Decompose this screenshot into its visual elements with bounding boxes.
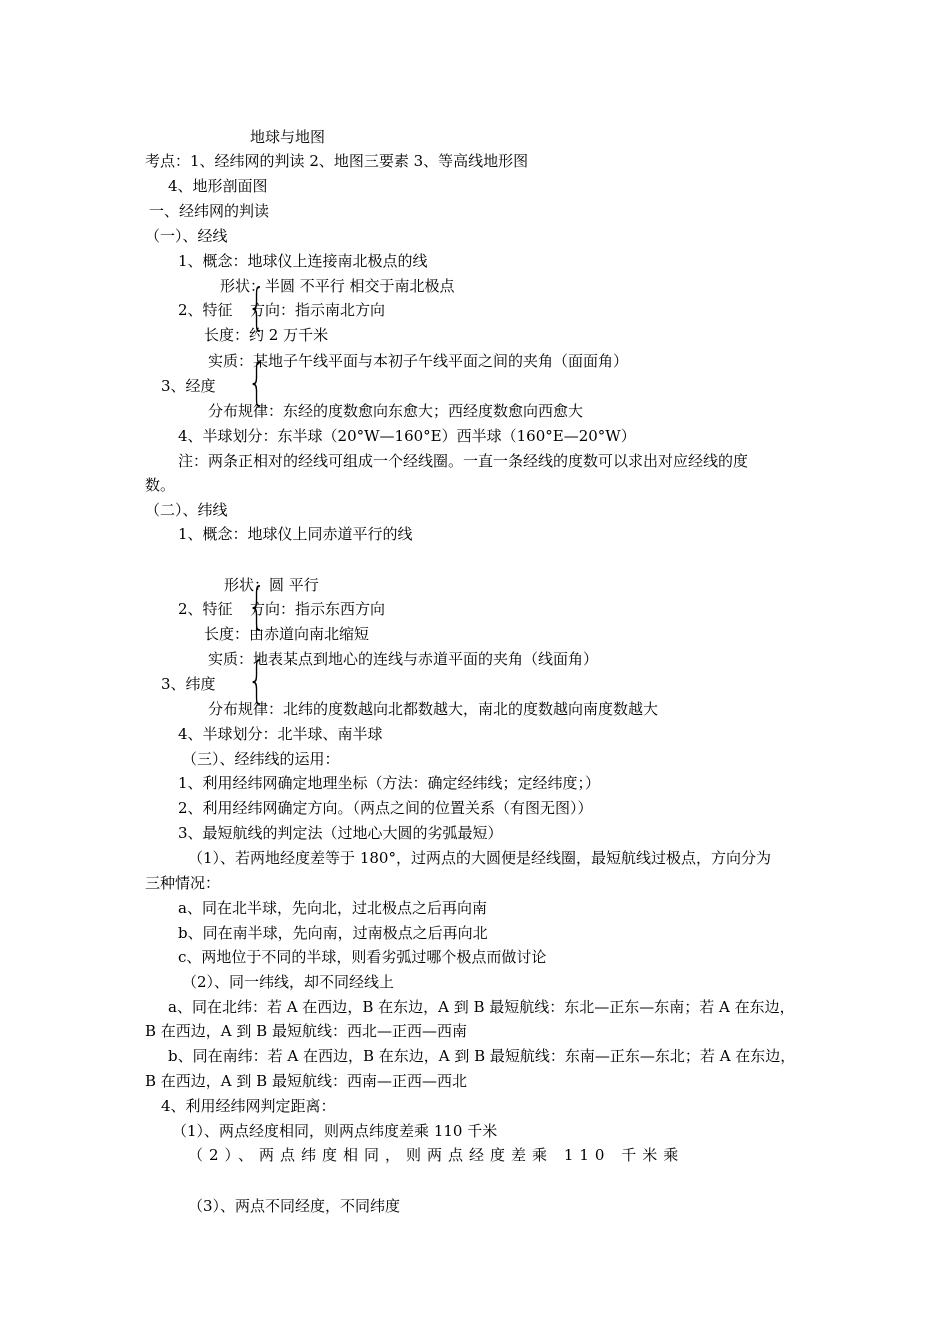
meridian-feature-label: 2、特征: [178, 301, 233, 319]
part-3-heading: （三）、经纬线的运用：: [182, 750, 340, 768]
parallel-direction: 方向：指示东西方向: [250, 600, 386, 618]
route-case-2-a-line-1: a、同在北纬：若 A 在西边，B 在东边，A 到 B 最短航线：东北—正东—东南；若 A 在东边，: [168, 998, 795, 1016]
application-item-1: 1、利用经纬网确定地理坐标（方法：确定经纬线；定经纬度；）: [178, 774, 601, 792]
meridian-feature-brace: {: [248, 278, 266, 336]
latitude-rule: 分布规律：北纬的度数越向北都数越大，南北的度数越向南度数越大: [208, 700, 659, 718]
section-1-heading: 一、经纬网的判读: [149, 202, 270, 220]
part-1-heading: （一）、经线: [145, 227, 228, 245]
intro-line-2: 4、地形剖面图: [168, 177, 268, 195]
part-2-heading: （二）、纬线: [145, 501, 228, 519]
meridian-length: 长度：约 2 万千米: [204, 326, 329, 344]
meridian-concept: 1、概念：地球仪上连接南北极点的线: [178, 252, 428, 270]
route-case-2-b-line-2: B 在西边，A 到 B 最短航线：西南—正西—西北: [145, 1072, 467, 1090]
parallel-feature-brace: {: [248, 577, 266, 635]
longitude-brace: {: [248, 353, 266, 411]
distance-case-3: （3）、两点不同经度，不同纬度: [188, 1197, 401, 1215]
document-title: 地球与地图: [250, 128, 326, 146]
latitude-brace: {: [248, 651, 266, 709]
latitude-label: 3、纬度: [161, 675, 216, 693]
meridian-direction: 方向：指示南北方向: [250, 301, 386, 319]
application-item-3: 3、最短航线的判定法（过地心大圆的劣弧最短）: [178, 824, 503, 842]
longitude-label: 3、经度: [161, 377, 216, 395]
route-case-1-b: b、同在南半球，先向南，过南极点之后再向北: [178, 924, 488, 942]
parallel-length: 长度：由赤道向南北缩短: [204, 625, 370, 643]
meridian-note-line-2: 数。: [145, 476, 176, 494]
application-item-4: 4、利用经纬网判定距离：: [161, 1097, 336, 1115]
route-case-2-a-line-2: B 在西边，A 到 B 最短航线：西北—正西—西南: [145, 1022, 467, 1040]
parallel-shape: 形状：圆 平行: [224, 576, 319, 594]
parallel-feature-label: 2、特征: [178, 600, 233, 618]
application-item-2: 2、利用经纬网确定方向。（两点之间的位置关系（有图无图））: [178, 799, 593, 817]
route-case-1-line-1: （1）、若两地经度差等于 180°，过两点的大圆便是经线圈，最短航线过极点，方向分为: [188, 849, 771, 867]
route-case-1-c: c、两地位于不同的半球，则看劣弧过哪个极点而做讨论: [178, 948, 547, 966]
route-case-1-a: a、同在北半球，先向北，过北极点之后再向南: [178, 899, 487, 917]
meridian-shape: 形状：半圆 不平行 相交于南北极点: [220, 277, 455, 295]
route-case-2: （2）、同一纬线，却不同经线上: [182, 973, 395, 991]
longitude-hemisphere: 4、半球划分：东半球（20°W—160°E）西半球（160°E—20°W）: [178, 427, 636, 445]
parallel-concept: 1、概念：地球仪上同赤道平行的线: [178, 525, 413, 543]
longitude-essence: 实质：某地子午线平面与本初子午线平面之间的夹角（面面角）: [208, 352, 629, 370]
longitude-rule: 分布规律：东经的度数愈向东愈大；西经度数愈向西愈大: [208, 402, 584, 420]
latitude-essence: 实质：地表某点到地心的连线与赤道平面的夹角（线面角）: [208, 650, 599, 668]
latitude-hemisphere: 4、半球划分：北半球、南半球: [178, 725, 383, 743]
meridian-note-line-1: 注：两条正相对的经线可组成一个经线圈。一直一条经线的度数可以求出对应经线的度: [178, 452, 749, 470]
route-case-1-line-2: 三种情况：: [145, 874, 221, 892]
distance-case-2: （2）、两点纬度相同，则两点经度差乘 110 千米乘: [188, 1146, 685, 1164]
intro-line-1: 考点：1、经纬网的判读 2、地图三要素 3、等高线地形图: [145, 152, 529, 170]
distance-case-1: （1）、两点经度相同，则两点纬度差乘 110 千米: [172, 1122, 498, 1140]
route-case-2-b-line-1: b、同在南纬：若 A 在西边，B 在东边，A 到 B 最短航线：东南—正东—东北；若 A 在东边，: [168, 1047, 796, 1065]
